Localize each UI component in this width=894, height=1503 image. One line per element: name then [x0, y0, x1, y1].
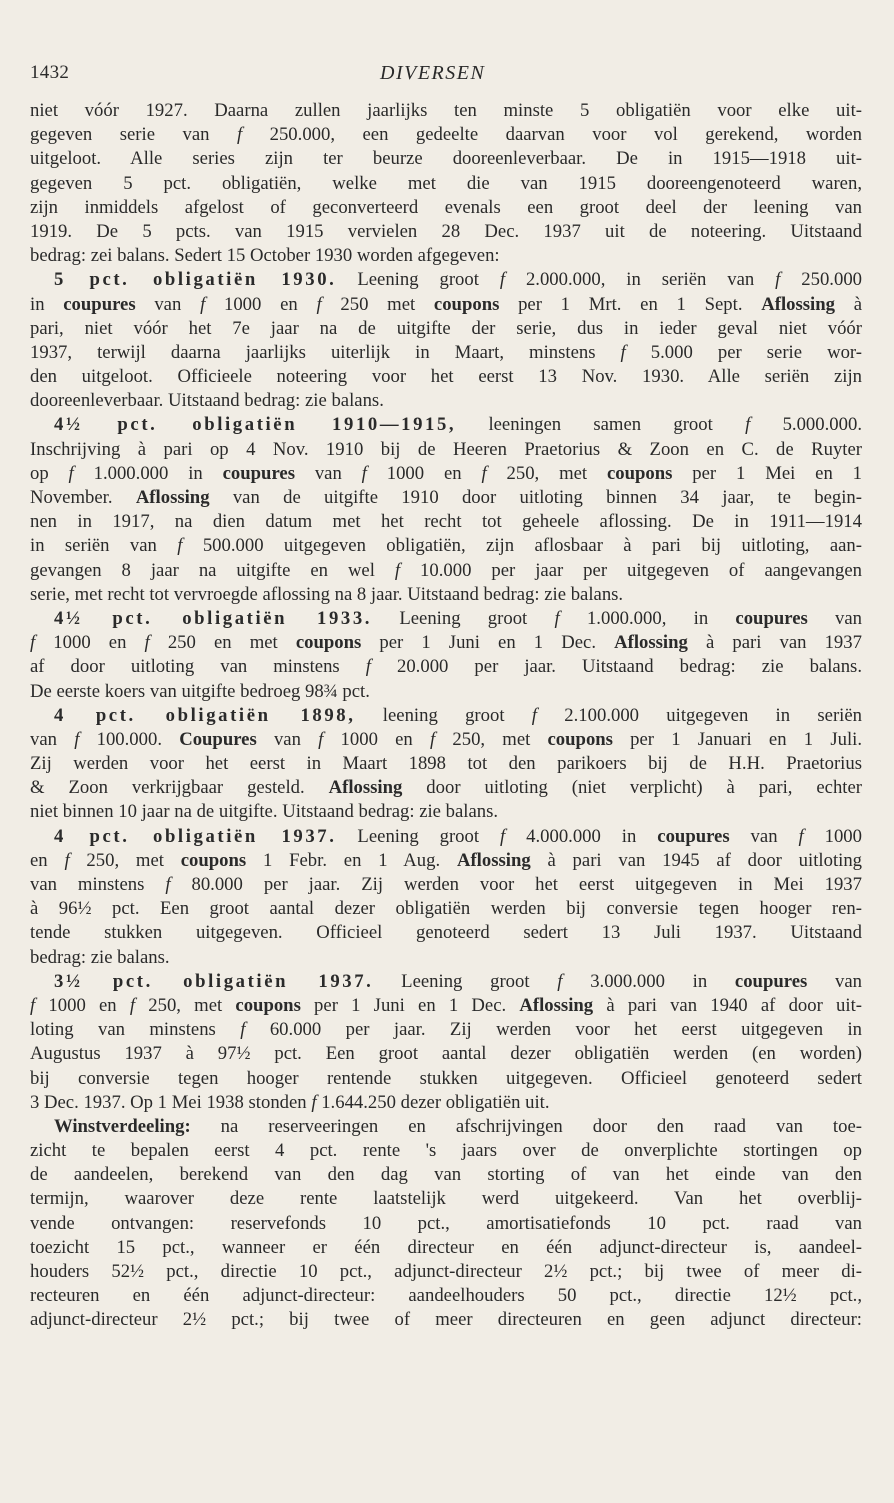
text-run: recteuren en één adjunct-directeur: aandeelhouders 50 pct., directie 12½ pct.,	[30, 1285, 862, 1307]
text-line	[30, 413, 862, 437]
text-line	[30, 559, 862, 583]
text-run: nen in 1917, na dien datum met het recht tot geheele aflossing. De in 1911—1914	[30, 511, 862, 533]
bold-term: Coupures	[179, 728, 257, 750]
florin-sign: f	[499, 269, 506, 291]
text-line	[30, 776, 862, 800]
text-run: per 1 Juni en 1 Dec.	[300, 994, 520, 1016]
text-run: 500.000 uitgegeven obligatiën, zijn aflosbaar à pari bij uitloting, aan-	[182, 535, 862, 557]
text-run: Augustus 1937 à 97½ pct. Een groot aantal dezer obligatiën werden (en worden)	[30, 1043, 862, 1065]
text-run: bedrag: zei balans. Sedert 15 October 1930 worden afgegeven:	[30, 245, 500, 267]
text-line	[30, 921, 862, 945]
text-run: 3.000.000 in	[562, 970, 735, 992]
text-run: van	[294, 462, 362, 484]
bold-term: coupons	[433, 293, 500, 315]
text-line	[30, 268, 862, 292]
text-run: Leening groot	[372, 607, 555, 629]
text-run: 1 Febr. en 1 Aug.	[246, 849, 457, 871]
text-line	[30, 752, 862, 776]
text-line	[30, 1212, 862, 1236]
text-run: 20.000 per jaar. Uitstaand bedrag: zie balans.	[370, 656, 862, 678]
text-line	[30, 244, 862, 268]
text-run: 1.644.250 dezer obligatiën uit.	[316, 1091, 550, 1113]
florin-sign: f	[499, 825, 506, 847]
text-run: na reserveeringen en afschrijvingen door den raad van toe-	[190, 1115, 862, 1137]
text-run: den uitgeloot. Officieele noteering voor het eerst 13 Nov. 1930. Alle seriën zijn	[30, 366, 862, 388]
text-line	[30, 946, 862, 970]
text-line	[30, 1091, 862, 1115]
florin-sign: f	[481, 462, 487, 484]
text-run: 1000	[803, 825, 862, 847]
text-run: in	[30, 293, 64, 315]
text-run: termijn, waarover deze rente laatstelijk werd uitgekeerd. Van het overblij-	[30, 1188, 862, 1210]
text-run: zicht te bepalen eerst 4 pct. rente 's jaars over de onverplichte stortingen op	[30, 1140, 862, 1162]
text-run: leening groot	[355, 704, 532, 726]
text-line	[30, 438, 862, 462]
text-run: zijn inmiddels afgelost of geconverteerd evenals een groot deel der leening van	[30, 196, 862, 218]
text-run: 250, met	[435, 728, 548, 750]
text-run: bedrag: zie balans.	[30, 946, 170, 968]
text-run: houders 52½ pct., directie 10 pct., adjunct-directeur 2½ pct.; bij twee of meer di-	[30, 1261, 862, 1282]
text-run: 5.000.000.	[750, 414, 862, 436]
florin-sign: f	[745, 414, 751, 436]
text-line	[30, 317, 862, 341]
text-line	[30, 970, 862, 994]
text-run: 1000 en	[35, 994, 130, 1016]
text-line	[30, 220, 862, 244]
text-run: 3 Dec. 1937. Op 1 Mei 1938 stonden	[30, 1091, 312, 1113]
text-run: vende ontvangen: reservefonds 10 pct., amortisatiefonds 10 pct. raad van	[30, 1212, 862, 1234]
text-run: van	[135, 293, 201, 315]
text-run: door uitloting (niet verplicht) à pari, echter	[402, 777, 863, 799]
text-run: per 1 Mei en 1	[672, 462, 863, 484]
text-run: 250.000, een gedeelte daarvan voor vol gerekend, worden	[242, 124, 862, 146]
text-run: à 96½ pct. Een groot aantal dezer obligatiën werden bij conversie tegen hooger ren-	[30, 898, 862, 920]
text-line	[30, 365, 862, 389]
text-run: uitgeloot. Alle series zijn ter beurze dooreenleverbaar. De in 1915—1918 uit-	[30, 148, 862, 170]
text-run: per 1 Juni en 1 Dec.	[361, 632, 615, 654]
text-run: 10.000 per jaar per uitgegeven of aangevangen	[400, 559, 862, 581]
text-run: 1000 en	[205, 293, 317, 315]
text-run: Leening groot	[373, 970, 558, 992]
text-run: 80.000 per jaar. Zij werden voor het eerst uitgegeven in Mei 1937	[170, 874, 862, 895]
florin-sign: f	[394, 559, 401, 581]
text-line	[30, 123, 862, 147]
text-line	[30, 680, 862, 704]
text-line	[30, 510, 862, 534]
bold-term: coupons	[180, 849, 247, 871]
text-run: 1000 en	[366, 462, 482, 484]
text-run: 1000 en	[35, 632, 145, 654]
text-run: à pari van 1940 af door uit-	[593, 994, 862, 1016]
text-line	[30, 1042, 862, 1066]
text-line	[30, 704, 862, 728]
text-run: niet binnen 10 jaar na de uitgifte. Uitstaand bedrag: zie balans.	[30, 801, 499, 823]
text-run: November.	[30, 487, 136, 508]
florin-sign: f	[165, 874, 171, 895]
text-line	[30, 1067, 862, 1091]
text-run: toezicht 15 pct., wanneer er één directeur en één adjunct-directeur is, aandeel-	[30, 1236, 862, 1258]
page-number: 1432	[30, 62, 70, 83]
florin-sign: f	[200, 293, 206, 315]
text-run: 60.000 per jaar. Zij werden voor het eerst uitgegeven in	[245, 1019, 862, 1041]
text-run: 1000 en	[323, 728, 430, 750]
text-run: van	[807, 970, 862, 992]
florin-sign: f	[311, 1091, 317, 1113]
text-run: van	[729, 825, 799, 847]
florin-sign: f	[30, 994, 36, 1016]
text-line	[30, 534, 862, 558]
bold-term: coupons	[235, 994, 301, 1016]
text-run: bij conversie tegen hooger rentende stukken uitgegeven. Officieel genoteerd sedert	[30, 1067, 862, 1089]
text-run: Leening groot	[336, 825, 500, 847]
bold-term: Aflossing	[135, 487, 210, 508]
text-run: van	[256, 728, 319, 750]
text-run: en	[30, 849, 65, 871]
text-run: van	[30, 728, 75, 750]
text-line	[30, 1163, 862, 1187]
text-run: 1.000.000, in	[559, 607, 736, 629]
text-run: op	[30, 462, 69, 484]
text-run: serie, met recht tot vervroegde aflossing na 8 jaar. Uitstaand bedrag: zie balans.	[30, 583, 624, 605]
text-run: tende stukken uitgegeven. Officieel genoteerd sedert 13 Juli 1937. Uitstaand	[30, 922, 862, 944]
section-heading: 4½ pct. obligatiën 1933.	[54, 607, 373, 629]
florin-sign: f	[177, 535, 183, 557]
text-line	[30, 825, 862, 849]
florin-sign: f	[798, 825, 804, 847]
bold-term: coupons	[295, 632, 362, 654]
text-run: 250, met	[135, 994, 236, 1016]
text-line	[30, 897, 862, 921]
florin-sign: f	[318, 728, 324, 750]
text-line	[30, 583, 862, 607]
bold-term: Aflossing	[761, 293, 835, 315]
section-heading: 3½ pct. obligatiën 1937.	[54, 970, 374, 992]
text-run: van de uitgifte 1910 door uitloting binnen 34 jaar, te begin-	[209, 487, 863, 508]
text-run: gegeven 5 pct. obligatiën, welke met die van 1915 dooreengenoteerd waren,	[30, 172, 862, 194]
text-run: & Zoon verkrijgbaar gesteld.	[30, 777, 329, 799]
text-line	[30, 1236, 862, 1260]
text-line	[30, 147, 862, 171]
bold-term: Aflossing	[614, 632, 688, 654]
florin-sign: f	[30, 632, 36, 654]
text-line	[30, 849, 862, 873]
text-run: 100.000.	[79, 728, 180, 750]
text-line	[30, 341, 862, 365]
text-line	[30, 196, 862, 220]
florin-sign: f	[554, 607, 560, 629]
text-run: à	[834, 293, 863, 315]
bold-term: coupures	[222, 462, 295, 484]
text-run: à pari van 1945 af door uitloting	[530, 849, 863, 871]
florin-sign: f	[365, 656, 371, 678]
florin-sign: f	[68, 462, 74, 484]
text-run: in seriën van	[30, 535, 178, 557]
florin-sign: f	[74, 728, 80, 750]
bold-term: coupures	[735, 607, 808, 629]
text-run: De eerste koers van uitgifte bedroeg 98¾ pct.	[30, 680, 370, 702]
text-line	[30, 1308, 862, 1332]
body-text	[30, 99, 862, 1333]
bold-term: coupons	[606, 462, 673, 484]
text-run: Inschrijving à pari op 4 Nov. 1910 bij de Heeren Praetorius & Zoon en C. de Ruyter	[30, 438, 862, 460]
text-line	[30, 728, 862, 752]
bold-term: Aflossing	[519, 994, 594, 1016]
text-line	[30, 1284, 862, 1308]
text-line	[30, 994, 862, 1018]
text-run: per 1 Mrt. en 1 Sept.	[499, 293, 762, 315]
text-run: 250 en met	[149, 632, 296, 654]
section-heading: 4 pct. obligatiën 1937.	[54, 825, 337, 847]
florin-sign: f	[557, 970, 563, 992]
text-run: à pari van 1937	[687, 632, 862, 654]
bold-term: coupures	[63, 293, 136, 315]
text-run: 1919. De 5 pcts. van 1915 vervielen 28 Dec. 1937 uit de noteering. Uitstaand	[30, 220, 862, 242]
text-run: van minstens	[30, 874, 166, 895]
text-line	[30, 1139, 862, 1163]
florin-sign: f	[775, 269, 781, 291]
text-run: 1937, terwijl daarna jaarlijks uiterlijk in Maart, minstens	[30, 341, 621, 363]
text-line	[30, 99, 862, 123]
text-run: pari, niet vóór het 7e jaar na de uitgifte der serie, dus in ieder geval niet vóór	[30, 317, 862, 339]
text-run: 250, met	[486, 462, 607, 484]
section-heading: 4 pct. obligatiën 1898,	[54, 704, 356, 726]
text-run: 4.000.000 in	[505, 825, 658, 847]
florin-sign: f	[64, 849, 70, 871]
text-line	[30, 172, 862, 196]
text-line	[30, 607, 862, 631]
florin-sign: f	[620, 341, 626, 363]
text-line	[30, 462, 862, 486]
bold-term: coupons	[547, 728, 613, 750]
text-line	[30, 486, 862, 510]
florin-sign: f	[429, 728, 436, 750]
running-head: DIVERSEN	[380, 62, 486, 84]
text-line	[30, 800, 862, 824]
text-line	[30, 389, 862, 413]
text-line	[30, 873, 862, 897]
text-run: Leening groot	[336, 269, 500, 291]
text-run: per 1 Januari en 1 Juli.	[612, 728, 862, 750]
florin-sign: f	[240, 1019, 246, 1041]
text-run: 250 met	[321, 293, 434, 315]
bold-term: coupures	[734, 970, 808, 992]
text-run: adjunct-directeur 2½ pct.; bij twee of meer directeuren en geen adjunct directeur:	[30, 1309, 862, 1331]
text-run: niet vóór 1927. Daarna zullen jaarlijks ten minste 5 obligatiën voor elke uit-	[30, 100, 862, 121]
text-line	[30, 1115, 862, 1139]
text-run: loting van minstens	[30, 1019, 241, 1041]
bold-term: Aflossing	[456, 849, 531, 871]
text-run: af door uitloting van minstens	[30, 656, 366, 678]
text-run: gegeven serie van	[30, 124, 237, 146]
section-heading: 5 pct. obligatiën 1930.	[54, 269, 337, 291]
text-run: gevangen 8 jaar na uitgifte en wel	[30, 559, 395, 581]
text-line	[30, 631, 862, 655]
text-run: 2.000.000, in seriën van	[505, 269, 776, 291]
bold-term: Aflossing	[328, 777, 403, 799]
text-run: de aandeelen, berekend van den dag van storting of van het einde van den	[30, 1164, 862, 1186]
text-line	[30, 655, 862, 679]
florin-sign: f	[129, 994, 136, 1016]
florin-sign: f	[531, 704, 537, 726]
bold-term: Winstverdeeling:	[54, 1115, 191, 1137]
text-run: 250, met	[69, 849, 181, 871]
text-run: Zij werden voor het eerst in Maart 1898 tot den parikoers bij de H.H. Praetorius	[30, 753, 862, 775]
text-run: dooreenleverbaar. Uitstaand bedrag: zie balans.	[30, 390, 384, 412]
florin-sign: f	[361, 462, 367, 484]
text-run: 1.000.000 in	[73, 462, 223, 484]
florin-sign: f	[316, 293, 322, 315]
text-line	[30, 1018, 862, 1042]
bold-term: coupures	[657, 825, 730, 847]
text-run: 250.000	[780, 269, 863, 291]
text-run: leeningen samen groot	[456, 414, 746, 436]
text-run: van	[807, 607, 862, 629]
text-line	[30, 1260, 862, 1284]
page-header	[30, 62, 864, 88]
section-heading: 4½ pct. obligatiën 1910—1915,	[54, 414, 457, 436]
text-line	[30, 1187, 862, 1211]
text-run: 5.000 per serie wor-	[625, 341, 862, 363]
florin-sign: f	[144, 632, 150, 654]
text-run: 2.100.000 uitgegeven in seriën	[537, 704, 862, 726]
florin-sign: f	[236, 124, 243, 146]
text-line	[30, 293, 862, 317]
